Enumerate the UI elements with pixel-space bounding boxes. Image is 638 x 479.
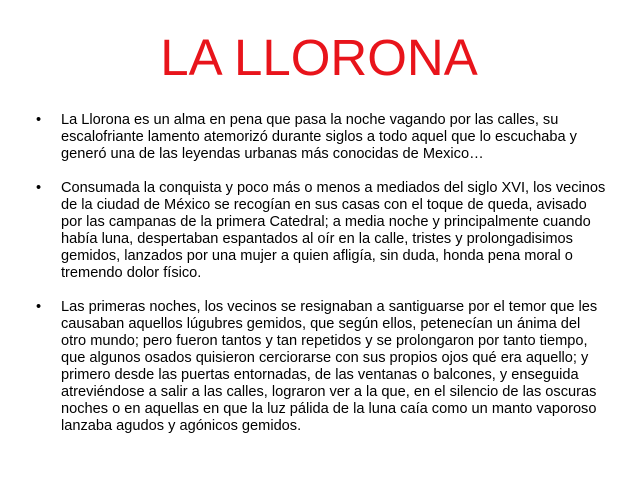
bullet-item — [36, 112, 606, 163]
bullet-item — [36, 299, 606, 435]
bullet-text: Las primeras noches, los vecinos se resignaban a santiguarse por el temor que les causaban aquellos lúgubres gemidos, que según ellos, petenecían un ánima del otro mundo; pero fueron tantos y tan repetidos y se prolongaron por tanto tiempo, que algunos osados quisieron cerciorarse con sus propios ojos qué era aquello; y primero desde las puertas entornadas, de las ventanas o balcones, y enseguida atreviéndose a salir a las calles, lograron ver a la que, en el silencio de las oscuras noches o en aquellas en que la luz pálida de la luna caía como un manto vaporoso lanzaba agudos y agónicos gemidos. — [61, 299, 598, 434]
bullet-list — [36, 112, 606, 452]
bullet-dot-icon: • — [36, 112, 42, 128]
bullet-text: Consumada la conquista y poco más o menos a mediados del siglo XVI, los vecinos de la ciudad de México se recogían en sus casas con el toque de queda, avisado por las campanas de la primera Catedral; a media noche y principalmente cuando había luna, despertaban espantados al oír en la calle, tristes y prolongadisimos gemidos, lanzados por una mujer a quien afligía, sin duda, honda pena moral o tremendo dolor físico. — [61, 180, 606, 281]
bullet-dot-icon: • — [36, 180, 42, 196]
bullet-dot-icon: • — [36, 299, 42, 315]
bullet-item — [36, 180, 606, 282]
bullet-text: La Llorona es un alma en pena que pasa la noche vagando por las calles, su escalofriante lamento atemorizó durante siglos a todo aquel que lo escuchaba y generó una de las leyendas urbanas más conocidas de Mexico… — [61, 112, 577, 162]
slide-title: LA LLORONA — [160, 29, 478, 86]
